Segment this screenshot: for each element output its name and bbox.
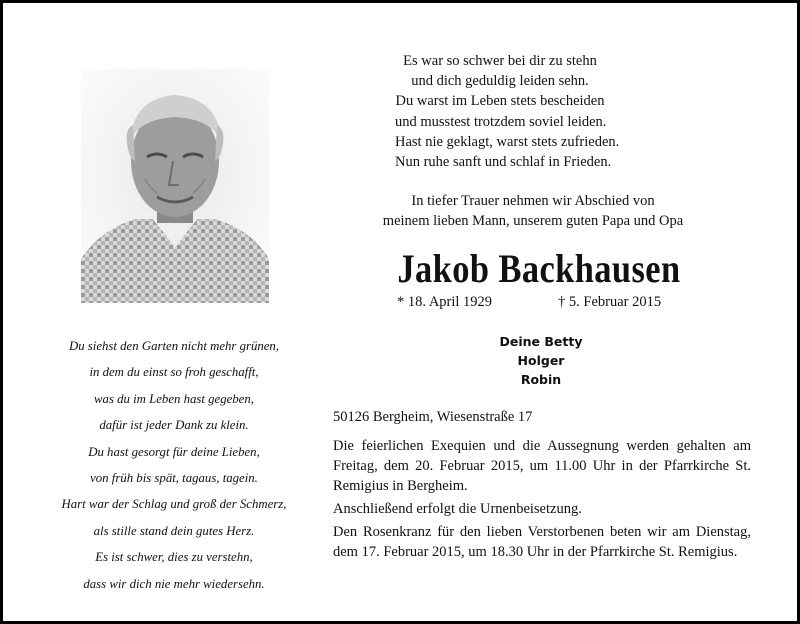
birth-date: * 18. April 1929 xyxy=(397,294,493,310)
portrait-photo xyxy=(81,69,269,303)
intro-text xyxy=(333,191,733,231)
poem-line: dass wir dich nie mehr wiedersehn. xyxy=(83,576,265,591)
poem-line: was du im Leben hast gegeben, xyxy=(94,391,254,406)
mourners-list xyxy=(441,332,641,389)
poem-line: Du warst im Leben stets bescheiden xyxy=(395,93,605,110)
mourner-name: Holger xyxy=(517,353,565,368)
poem-top xyxy=(395,51,620,172)
service-details: Die feierlichen Exequien und die Aussegnung werden gehalten am Freitag, dem 20. Februar 2015, um 11.00 Uhr in der Pfarrkirche St. Remigius in Bergheim. xyxy=(333,438,751,494)
poem-left xyxy=(43,333,305,597)
poem-line: Hart war der Schlag und groß der Schmerz, xyxy=(61,497,287,512)
rosary-details: Den Rosenkranz für den lieben Verstorbenen beten wir am Dienstag, dem 17. Februar 2015, um 18.30 Uhr in der Pfarrkirche St. Remigius. xyxy=(333,524,751,560)
mourner-name: Robin xyxy=(520,372,562,387)
death-date: † 5. Februar 2015 xyxy=(558,294,662,310)
mourner-name: Deine Betty xyxy=(499,334,583,349)
poem-line: in dem du einst so froh geschafft, xyxy=(89,365,259,380)
poem-line: von früh bis spät, tagaus, tagein. xyxy=(90,471,258,486)
poem-line: und musstest trotzdem soviel leiden. xyxy=(395,113,607,130)
poem-line: als stille stand dein gutes Herz. xyxy=(93,523,255,538)
address: 50126 Bergheim, Wiesenstraße 17 xyxy=(333,409,533,425)
burial-note: Anschließend erfolgt die Urnenbeisetzung. xyxy=(333,501,582,517)
poem-line: Es ist schwer, dies zu verstehn, xyxy=(95,550,253,565)
deceased-name: Jakob Backhausen xyxy=(397,246,681,291)
intro-line: In tiefer Trauer nehmen wir Abschied von xyxy=(411,193,655,209)
portrait-image xyxy=(81,69,269,303)
poem-line: Hast nie geklagt, warst stets zufrieden. xyxy=(395,133,620,150)
poem-line: Es war so schwer bei dir zu stehn xyxy=(403,53,597,69)
poem-line: und dich geduldig leiden sehn. xyxy=(411,73,589,90)
poem-line: dafür ist jeder Dank zu klein. xyxy=(99,418,249,433)
intro-line: meinem lieben Mann, unserem guten Papa und Opa xyxy=(382,213,684,229)
poem-line: Nun ruhe sanft und schlaf in Frieden. xyxy=(395,154,612,171)
poem-line: Du siehst den Garten nicht mehr grünen, xyxy=(68,339,280,353)
poem-line: Du hast gesorgt für deine Lieben, xyxy=(88,444,260,459)
